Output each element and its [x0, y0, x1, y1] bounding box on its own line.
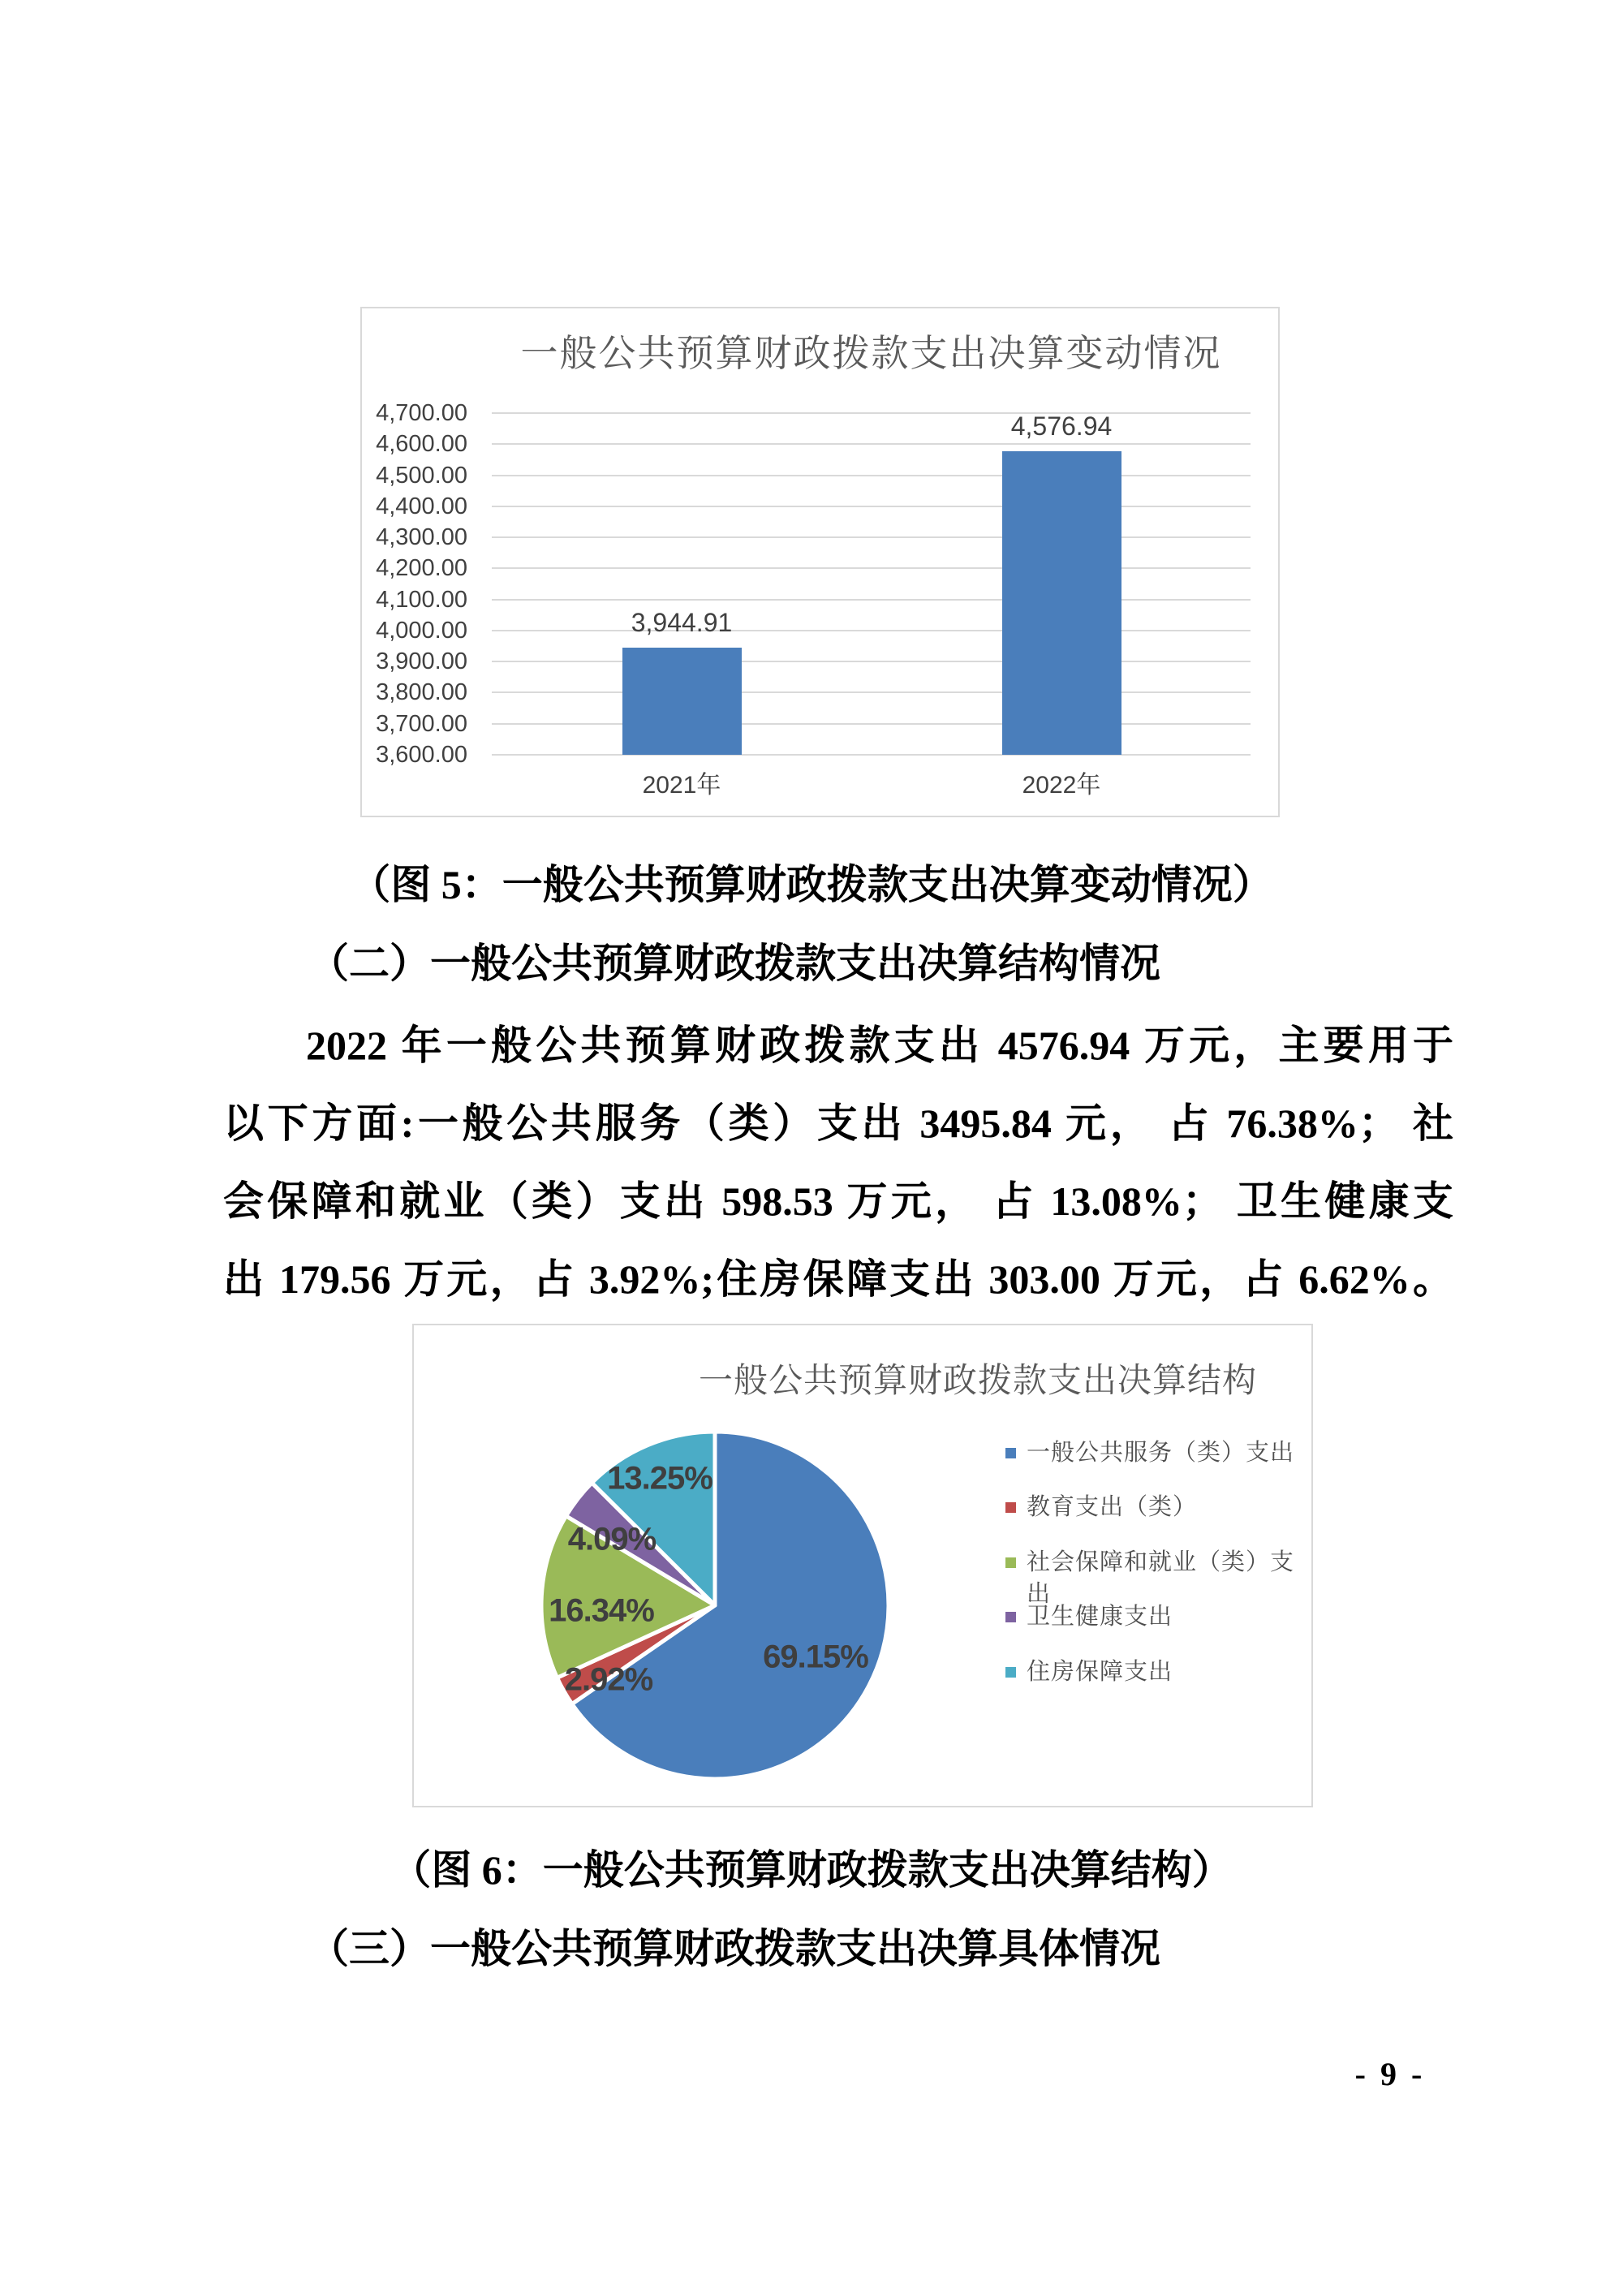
pie-slice-pct-label: 13.25%: [607, 1460, 712, 1497]
legend-item: [1005, 1601, 1312, 1633]
section3-heading: （三）一般公共预算财政拨款支出决算具体情况: [308, 1926, 1160, 1971]
legend-color-swatch-icon: [1005, 1557, 1016, 1568]
legend-label: 住房保障支出: [1027, 1659, 1173, 1685]
legend-color-swatch-icon: [1005, 1502, 1016, 1513]
legend-color-swatch-icon: [1005, 1612, 1016, 1622]
y-axis-tick-label: 4,200.00: [376, 555, 467, 582]
gridline: [492, 567, 1251, 569]
y-axis-tick-label: 4,100.00: [376, 586, 467, 613]
legend-label: 教育支出（类）: [1027, 1494, 1198, 1520]
pie-chart: [412, 1324, 1313, 1807]
gridline: [492, 691, 1251, 693]
bar-2022年: [1002, 451, 1121, 755]
bar-value-label: 4,576.94: [1010, 411, 1113, 442]
y-axis-tick-label: 4,300.00: [376, 524, 467, 551]
body-paragraph: [223, 1006, 1453, 1318]
gridline: [492, 661, 1251, 662]
pie-slice-pct-label: 16.34%: [549, 1592, 654, 1629]
legend-label: 卫生健康支出: [1027, 1604, 1173, 1630]
legend-item: [1005, 1437, 1312, 1469]
legend-item: [1005, 1656, 1312, 1688]
bar-value-label: 3,944.91: [631, 607, 733, 637]
figure6-caption: （图 6：一般公共预算财政拨款支出决算结构）: [390, 1847, 1233, 1893]
y-axis-tick-label: 4,600.00: [376, 431, 467, 458]
legend-color-swatch-icon: [1005, 1667, 1016, 1678]
bar-chart: [360, 307, 1280, 817]
bar-2021年: [622, 648, 742, 755]
gridline: [492, 723, 1251, 725]
gridline: [492, 754, 1251, 756]
legend-label: 社会保障和就业（类）支出: [1027, 1549, 1295, 1607]
legend-label: 一般公共服务（类）支出: [1027, 1440, 1295, 1466]
legend-item: [1005, 1492, 1312, 1523]
x-axis-category-label: 2021年: [642, 772, 721, 799]
paragraph-line: 以下方面:一般公共服务（类）支出 3495.84 元， 占 76.38%； 社: [223, 1101, 1453, 1146]
y-axis-tick-label: 4,700.00: [376, 400, 467, 426]
pie-slice-pct-label: 4.09%: [567, 1521, 657, 1557]
bar-chart-title: 一般公共预算财政拨款支出决算变动情况: [520, 332, 1222, 374]
legend-color-swatch-icon: [1005, 1448, 1016, 1458]
y-axis-tick-label: 4,000.00: [376, 617, 467, 644]
y-axis-tick-label: 3,600.00: [376, 742, 467, 768]
y-axis-tick-label: 3,700.00: [376, 710, 467, 737]
paragraph-line: 2022 年一般公共预算财政拨款支出 4576.94 万元，主要用于: [306, 1023, 1453, 1068]
gridline: [492, 536, 1251, 538]
paragraph-line: 会保障和就业（类）支出 598.53 万元， 占 13.08%； 卫生健康支: [223, 1178, 1453, 1224]
figure5-caption: （图 5：一般公共预算财政拨款支出决算变动情况）: [350, 862, 1273, 907]
pie-chart-title: 一般公共预算财政拨款支出决算结构: [699, 1361, 1258, 1399]
y-axis-tick-label: 4,500.00: [376, 462, 467, 489]
section2-heading: （二）一般公共预算财政拨款支出决算结构情况: [308, 941, 1160, 986]
gridline: [492, 506, 1251, 507]
page-number: - 9 -: [1354, 2056, 1426, 2092]
y-axis-tick-label: 4,400.00: [376, 493, 467, 519]
paragraph-line: 出 179.56 万元，占 3.92%;住房保障支出 303.00 万元，占 6.62%。: [223, 1256, 1453, 1302]
y-axis-tick-label: 3,900.00: [376, 648, 467, 675]
y-axis-tick-label: 3,800.00: [376, 679, 467, 706]
pie-slice-pct-label: 2.92%: [564, 1661, 653, 1698]
gridline: [492, 443, 1251, 445]
x-axis-category-label: 2022年: [1022, 772, 1101, 799]
pie-slice-pct-label: 69.15%: [763, 1639, 868, 1675]
gridline: [492, 475, 1251, 476]
gridline: [492, 599, 1251, 601]
